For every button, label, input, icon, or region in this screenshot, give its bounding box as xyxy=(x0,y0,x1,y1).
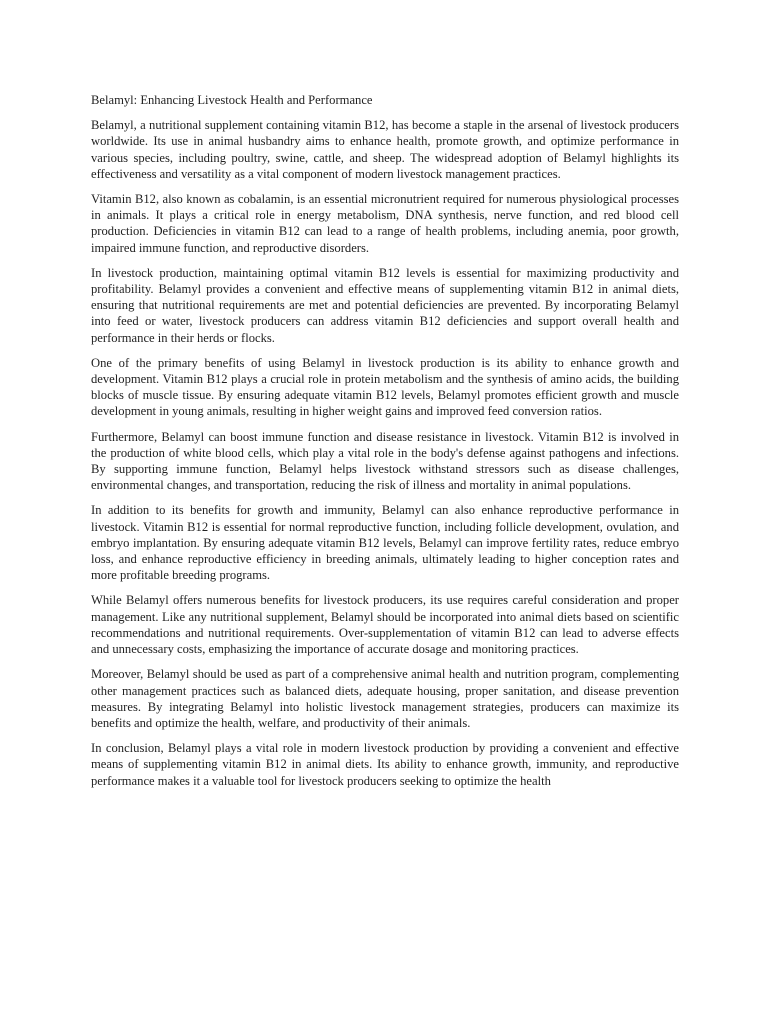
paragraph-7: While Belamyl offers numerous benefits for livestock producers, its use requires careful consideration and proper management. Like any nutritional supplement, Belamyl should be incorporated into animal diets based on scientific recommendations and nutritional requirements. Over-supplementation of vitamin B12 can lead to adverse effects and unnecessary costs, emphasizing the importance of accurate dosage and monitoring practices. xyxy=(91,593,679,657)
paragraph-4: One of the primary benefits of using Belamyl in livestock production is its ability to enhance growth and development. Vitamin B12 plays a crucial role in protein metabolism and the synthesis of amino acids, the building blocks of muscle tissue. By ensuring adequate vitamin B12 levels, Belamyl promotes efficient growth and muscle development in young animals, resulting in higher weight gains and improved feed conversion ratios. xyxy=(91,355,679,419)
paragraph-2: Vitamin B12, also known as cobalamin, is an essential micronutrient required for numerous physiological processes in animals. It plays a critical role in energy metabolism, DNA synthesis, nerve function, and red blood cell production. Deficiencies in vitamin B12 can lead to a range of health problems, including anemia, poor growth, impaired immune function, and reproductive disorders. xyxy=(91,192,679,255)
paragraph-5: Furthermore, Belamyl can boost immune function and disease resistance in livestock. Vitamin B12 is involved in the production of white blood cells, which play a vital role in the body's defense against pathogens and infections. By supporting immune function, Belamyl helps livestock withstand stressors such as disease challenges, environmental changes, and transportation, reducing the risk of illness and mortality in animal populations. xyxy=(91,429,679,493)
paragraph-1: Belamyl, a nutritional supplement containing vitamin B12, has become a staple in the arsenal of livestock producers worldwide. Its use in animal husbandry aims to enhance health, promote growth, and optimize performance in various species, including poultry, swine, cattle, and sheep. The widespread adoption of Belamyl highlights its effectiveness and versatility as a vital component of modern livestock management practices. xyxy=(91,118,679,181)
paragraph-8: Moreover, Belamyl should be used as part of a comprehensive animal health and nutrition program, complementing other management practices such as balanced diets, adequate housing, proper sanitation, and disease prevention measures. By integrating Belamyl into holistic livestock management strategies, producers can maximize its benefits and optimize the health, welfare, and productivity of their animals. xyxy=(91,667,679,730)
paragraph-3: In livestock production, maintaining optimal vitamin B12 levels is essential for maximizing productivity and profitability. Belamyl provides a convenient and effective means of supplementing vitamin B12 in animal diets, ensuring that nutritional requirements are met and potential deficiencies are prevented. By incorporating Belamyl into feed or water, livestock producers can address vitamin B12 deficiencies and support overall health and performance in their herds or flocks. xyxy=(91,265,679,345)
document-title: Belamyl: Enhancing Livestock Health and Performance xyxy=(91,93,373,107)
paragraph-9: In conclusion, Belamyl plays a vital role in modern livestock production by providing a convenient and effective means of supplementing vitamin B12 in animal diets. Its ability to enhance growth, immunity, and reproductive performance makes it a valuable tool for livestock producers seeking to optimize the health xyxy=(91,741,679,788)
document-page xyxy=(91,92,679,798)
paragraph-6: In addition to its benefits for growth and immunity, Belamyl can also enhance reproductive performance in livestock. Vitamin B12 is essential for normal reproductive function, including follicle development, ovulation, and embryo implantation. By ensuring adequate vitamin B12 levels, Belamyl can improve fertility rates, reduce embryo loss, and enhance reproductive efficiency in breeding animals, ultimately leading to higher conception rates and more profitable breeding programs. xyxy=(91,503,679,583)
